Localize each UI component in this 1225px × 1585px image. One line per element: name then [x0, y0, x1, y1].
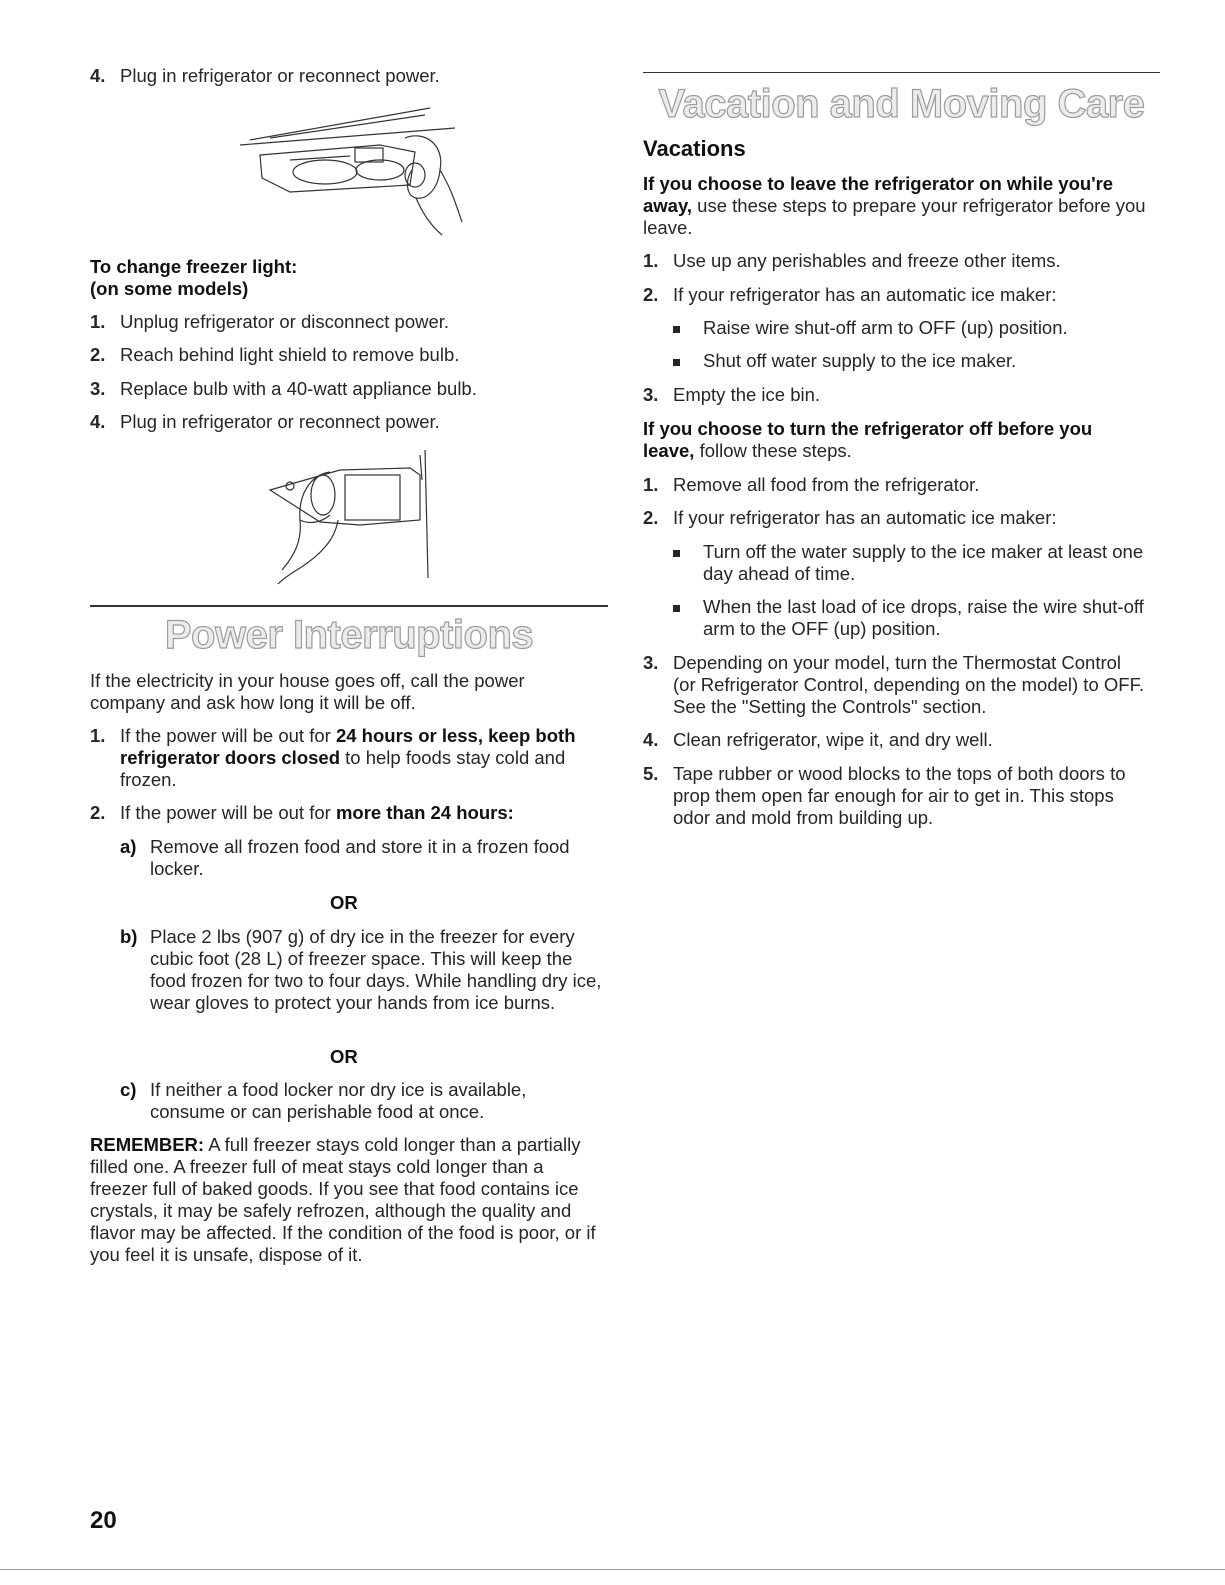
page-number: 20 — [90, 1507, 117, 1534]
step-text: Replace bulb with a 40-watt appliance bulb. — [120, 378, 477, 399]
step-number: 5. — [643, 763, 659, 784]
step-text: If the power will be out for — [120, 802, 336, 823]
step-number: 1. — [90, 311, 106, 332]
remember-label: REMEMBER: — [90, 1134, 205, 1155]
step-number: 4. — [90, 65, 106, 86]
step-number: 2. — [643, 284, 659, 305]
step-text: Remove all food from the refrigerator. — [673, 474, 980, 495]
step-number: 3. — [90, 378, 106, 399]
option-text: Place 2 lbs (907 g) of dry ice in the freezer for every cubic foot (28 L) of freezer space. This will keep the food frozen for two to four days. While handling dry ice, wear gloves to protect your hands from ice burns. — [150, 926, 602, 1013]
step-number: 2. — [643, 507, 659, 528]
list-item — [643, 507, 1160, 529]
list-item — [643, 763, 1148, 829]
vacation-on-intro — [643, 173, 1153, 239]
list-item — [90, 802, 610, 824]
step-text: Plug in refrigerator or reconnect power. — [120, 411, 440, 432]
step-number: 2. — [90, 344, 106, 365]
list-item — [643, 250, 1160, 272]
bullet-item — [643, 350, 1160, 372]
option-text: Remove all frozen food and store it in a frozen food locker. — [150, 836, 570, 879]
step-text: Clean refrigerator, wipe it, and dry well. — [673, 729, 993, 750]
bullet-icon — [673, 550, 680, 557]
step-text: Unplug refrigerator or disconnect power. — [120, 311, 450, 332]
bullet-text: Shut off water supply to the ice maker. — [703, 350, 1017, 371]
option-letter: b) — [120, 926, 138, 947]
remember-note — [90, 1134, 600, 1266]
bullet-item — [643, 596, 1163, 640]
step-text: If the power will be out for — [120, 725, 336, 746]
bullet-text: Turn off the water supply to the ice maker at least one day ahead of time. — [703, 541, 1144, 584]
option-letter: a) — [120, 836, 137, 857]
bullet-item — [643, 317, 1160, 339]
section-title-vacation: Vacation and Moving Care — [658, 82, 1145, 126]
step-number: 3. — [643, 652, 659, 673]
step-number: 1. — [643, 250, 659, 271]
bullet-item — [643, 541, 1148, 585]
step-number: 4. — [643, 729, 659, 750]
list-item — [643, 384, 1160, 406]
section-title-power: Power Interruptions — [164, 613, 534, 657]
step-number: 3. — [643, 384, 659, 405]
step-text: Empty the ice bin. — [673, 384, 821, 405]
remember-text: A full freezer stays cold longer than a partially filled one. A freezer full of meat stays cold longer than a freezer full of baked goods. If you see that food contains ice crystals, it may be safely refrozen, although the quality and flavor may be affected. If the condition of the food is poor, or if you feel it is unsafe, dispose of it. — [90, 1134, 596, 1265]
step-number: 4. — [90, 411, 106, 432]
option-b — [120, 926, 605, 1014]
bullet-icon — [673, 359, 680, 366]
power-intro: If the electricity in your house goes off, call the power company and ask how long it will be off. — [90, 670, 525, 713]
option-text: If neither a food locker nor dry ice is available, consume or can perishable food at once. — [150, 1079, 527, 1122]
vacations-heading: Vacations — [643, 136, 746, 161]
step-text: Tape rubber or wood blocks to the tops of both doors to prop them open far enough for air to get in. This stops odor and mold from building up. — [673, 763, 1126, 828]
step-number: 1. — [643, 474, 659, 495]
step-text: Depending on your model, turn the Thermostat Control (or Refrigerator Control, depending on the model) to OFF. See the "Setting the Controls" section. — [673, 652, 1144, 717]
bullet-text: When the last load of ice drops, raise the wire shut-off arm to the OFF (up) position. — [703, 596, 1144, 639]
bullet-icon — [673, 326, 680, 333]
intro-emphasis: If you choose to leave the refrigerator on while you're away, — [643, 173, 1114, 216]
intro-text: use these steps to prepare your refrigerator before you leave. — [643, 195, 1146, 238]
option-letter: c) — [120, 1079, 137, 1100]
section-divider — [643, 72, 1160, 73]
step-text: Plug in refrigerator or reconnect power. — [120, 65, 440, 86]
step-text: If your refrigerator has an automatic ice maker: — [673, 284, 1057, 305]
option-a — [120, 836, 605, 880]
freezer-light-heading: To change freezer light: — [90, 256, 298, 277]
option-c — [120, 1079, 560, 1123]
list-item — [90, 344, 610, 366]
freezer-light-illustration — [260, 450, 460, 585]
list-item — [643, 729, 1160, 751]
or-label: OR — [330, 892, 358, 913]
bullet-icon — [673, 605, 680, 612]
intro-text: follow these steps. — [694, 440, 852, 461]
list-item — [90, 311, 610, 333]
list-item — [90, 378, 610, 400]
step-number: 1. — [90, 725, 106, 746]
page-edge-rule — [0, 1569, 1225, 1570]
intro-emphasis: If you choose to turn the refrigerator off before you leave, — [643, 418, 1093, 461]
step-text: to help foods stay cold and frozen. — [120, 747, 566, 790]
or-label: OR — [330, 1046, 358, 1067]
list-item — [90, 411, 610, 433]
step-text: Use up any perishables and freeze other items. — [673, 250, 1061, 271]
list-item — [643, 284, 1160, 306]
step-emphasis: more than 24 hours: — [335, 802, 514, 823]
step-emphasis: 24 hours or less, keep both refrigerator doors closed — [120, 725, 576, 768]
step-text: If your refrigerator has an automatic ice maker: — [673, 507, 1057, 528]
refrigerator-light-illustration — [230, 100, 470, 240]
list-item — [90, 65, 610, 87]
list-item — [643, 652, 1148, 718]
bullet-text: Raise wire shut-off arm to OFF (up) position. — [703, 317, 1068, 338]
freezer-light-subheading: (on some models) — [90, 278, 249, 299]
step-text: Reach behind light shield to remove bulb. — [120, 344, 460, 365]
step-number: 2. — [90, 802, 106, 823]
vacation-off-intro — [643, 418, 1148, 462]
section-divider — [90, 605, 608, 607]
list-item — [643, 474, 1160, 496]
list-item — [90, 725, 605, 791]
